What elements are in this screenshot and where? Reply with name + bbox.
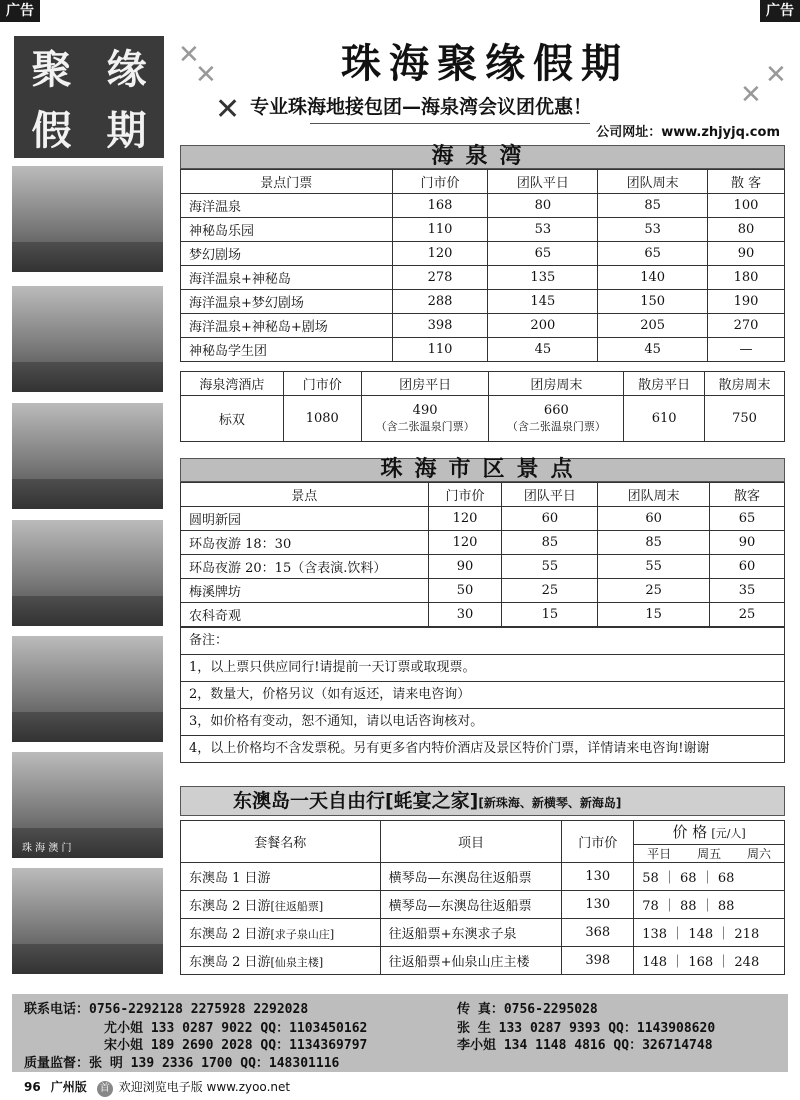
cell: 53	[488, 218, 598, 242]
column-header: 景点	[181, 483, 429, 507]
subtitle: 专业珠海地接包团—海泉湾会议团优惠！	[250, 96, 593, 118]
cell: 标双	[181, 396, 284, 442]
contact-phone: 133 0287 9393	[498, 1021, 601, 1036]
supervisor-label: 质量监督：	[24, 1056, 90, 1071]
contact-phone: 133 0287 9022	[150, 1021, 253, 1036]
package-name: 东澳岛 1 日游	[189, 871, 271, 886]
cell: 140	[598, 266, 708, 290]
price: 138	[642, 927, 668, 942]
price: 218	[734, 927, 760, 942]
contact-name: 尤小姐	[104, 1021, 144, 1036]
table-row	[181, 194, 785, 218]
cell: 梅溪牌坊	[181, 579, 429, 603]
table-row	[181, 266, 785, 290]
cell: 海洋温泉+梦幻剧场	[181, 290, 393, 314]
cell: 200	[488, 314, 598, 338]
photo-rollercoaster	[12, 286, 163, 392]
cell: 750	[705, 396, 785, 442]
cross-decoration-icon: ✕	[178, 40, 200, 70]
package-name: 东澳岛 2 日游	[189, 955, 271, 970]
column-header: 散 客	[708, 170, 785, 194]
contact-phone: 134 1148 4816	[503, 1038, 606, 1053]
contact-qq: QQ：326714748	[613, 1038, 713, 1053]
table-row	[181, 555, 785, 579]
package-name: 东澳岛 2 日游	[189, 927, 271, 942]
cell: 50	[428, 579, 502, 603]
cell: 圆明新园	[181, 507, 429, 531]
cell: 368	[562, 919, 634, 947]
cell: 120	[428, 507, 502, 531]
photo-pool	[12, 403, 163, 509]
contact-footer	[12, 994, 788, 1072]
cell: 145	[488, 290, 598, 314]
table-row	[181, 603, 785, 627]
cell: 138 ｜ 148 ｜ 218	[634, 919, 785, 947]
contact-name: 李小姐	[457, 1038, 497, 1053]
table-row	[181, 891, 785, 919]
cell: 45	[598, 338, 708, 362]
edition-label: 广州版	[50, 1080, 87, 1094]
cell: 1080	[283, 396, 361, 442]
price-sub-saturday: 周六	[747, 847, 772, 861]
column-header: 海泉湾酒店	[181, 372, 284, 396]
notes-box	[180, 627, 785, 763]
cell: 85	[502, 531, 598, 555]
cell: 130	[562, 863, 634, 891]
cell: 60	[710, 555, 785, 579]
cell: 30	[428, 603, 502, 627]
package-tag: [往返船票]	[270, 900, 324, 913]
tel-label: 联系电话：	[24, 1002, 90, 1017]
cell: 往返船票+仙泉山庄主楼	[380, 947, 562, 975]
cross-decoration-icon: ✕	[765, 60, 787, 90]
column-header: 套餐名称	[181, 821, 381, 863]
table-row	[181, 218, 785, 242]
column-header: 团队周末	[598, 483, 710, 507]
package-tag: [仙泉主楼]	[270, 956, 324, 969]
cell: 78 ｜ 88 ｜ 88	[634, 891, 785, 919]
note-item: 2，数量大，价格另议（如有返还，请来电咨询）	[181, 681, 784, 708]
table-row	[181, 919, 785, 947]
price: 168	[688, 955, 714, 970]
cell: 环岛夜游 18：30	[181, 531, 429, 555]
page-footer	[24, 1078, 290, 1097]
package-name: 东澳岛 2 日游	[189, 899, 271, 914]
city-table	[180, 482, 785, 627]
column-header: 门市价	[283, 372, 361, 396]
website: 公司网址：www.zhjyjq.com	[590, 121, 780, 140]
column-header: 散房周末	[705, 372, 785, 396]
cell: 278	[392, 266, 488, 290]
tel-numbers: 0756-2292128 2275928 2292028	[89, 1002, 309, 1017]
price-label: 价 格	[672, 823, 708, 841]
cell: —	[708, 338, 785, 362]
cell: 15	[502, 603, 598, 627]
cell: 往返船票+东澳求子泉	[380, 919, 562, 947]
cell-price: 490	[412, 403, 438, 418]
price: 58	[642, 871, 659, 886]
logo-char: 期	[106, 107, 147, 154]
column-header: 散客	[710, 483, 785, 507]
column-header-price	[634, 821, 785, 863]
supervisor-name: 张 明	[89, 1056, 123, 1071]
cell: 65	[598, 242, 708, 266]
photo-island	[12, 868, 163, 974]
cell: 60	[502, 507, 598, 531]
cell: 60	[598, 507, 710, 531]
table-row	[181, 531, 785, 555]
price: 68	[717, 871, 735, 886]
cell: 神秘岛学生团	[181, 338, 393, 362]
table-row	[181, 338, 785, 362]
cell: 农科奇观	[181, 603, 429, 627]
package-tag: [求子泉山庄]	[270, 928, 335, 941]
table-row	[181, 947, 785, 975]
price: 148	[642, 955, 668, 970]
dongao-title: 东澳岛一天自由行[蚝宴之家]	[233, 790, 479, 812]
column-header: 门市价	[562, 821, 634, 863]
cell: 135	[488, 266, 598, 290]
cell	[489, 396, 624, 442]
cell	[181, 947, 381, 975]
supervisor-phone: 139 2336 1700	[130, 1056, 233, 1071]
cell: 45	[488, 338, 598, 362]
contact-name: 张 生	[457, 1021, 491, 1036]
contact-qq: QQ：1134369797	[260, 1038, 368, 1053]
cell: 55	[598, 555, 710, 579]
price: 78	[642, 899, 659, 914]
supervisor-qq: QQ：148301116	[240, 1056, 340, 1071]
cell: 398	[392, 314, 488, 338]
photo-coast	[12, 752, 163, 858]
photo-palace	[12, 636, 163, 742]
cell: 环岛夜游 20：15（含表演.饮料）	[181, 555, 429, 579]
contact-qq: QQ：1143908620	[608, 1021, 716, 1036]
cell: 150	[598, 290, 708, 314]
ad-label-right: 广告	[760, 0, 800, 22]
cell	[361, 396, 489, 442]
column-header: 散房平日	[624, 372, 705, 396]
column-header: 团队平日	[502, 483, 598, 507]
cell: 190	[708, 290, 785, 314]
column-header: 团队平日	[488, 170, 598, 194]
cell-note: （含二张温泉门票）	[506, 420, 606, 433]
logo-char: 聚	[31, 46, 72, 93]
photo-hotel	[12, 166, 163, 272]
logo	[14, 36, 164, 158]
cell: 100	[708, 194, 785, 218]
cell: 610	[624, 396, 705, 442]
fax-label: 传 真：	[457, 1002, 504, 1017]
column-header: 门市价	[392, 170, 488, 194]
cell: 205	[598, 314, 708, 338]
cell: 横琴岛—东澳岛往返船票	[380, 863, 562, 891]
cell: 168	[392, 194, 488, 218]
cell: 55	[502, 555, 598, 579]
cell: 65	[710, 507, 785, 531]
price: 148	[688, 927, 714, 942]
cell: 25	[502, 579, 598, 603]
table-row	[181, 579, 785, 603]
table-row	[181, 507, 785, 531]
column-header: 项目	[380, 821, 562, 863]
note-item: 4，以上价格均不含发票税。另有更多省内特价酒店及景区特价门票，详情请来电咨询!谢谢	[181, 735, 784, 762]
logo-char: 假	[31, 107, 72, 154]
column-header: 团队周末	[598, 170, 708, 194]
price-sub-weekday: 平日	[647, 847, 672, 861]
cell: 横琴岛—东澳岛往返船票	[380, 891, 562, 919]
cell: 180	[708, 266, 785, 290]
price-sub-friday: 周五	[697, 847, 722, 861]
dongao-table	[180, 820, 785, 975]
cell: 398	[562, 947, 634, 975]
ad-label-left: 广告	[0, 0, 40, 22]
photo-park	[12, 520, 163, 626]
logo-char: 缘	[106, 46, 147, 93]
cell: 85	[598, 194, 708, 218]
table-row	[181, 290, 785, 314]
cell: 神秘岛乐园	[181, 218, 393, 242]
cell: 110	[392, 218, 488, 242]
cell: 海洋温泉	[181, 194, 393, 218]
section-heading-haiquanwan: 海泉湾	[180, 145, 785, 169]
cell: 148 ｜ 168 ｜ 248	[634, 947, 785, 975]
price-unit: [元/人]	[711, 827, 746, 840]
cell: 130	[562, 891, 634, 919]
price: 88	[717, 899, 735, 914]
cell: 90	[708, 242, 785, 266]
note-item: 3，如价格有变动，恕不通知，请以电话咨询核对。	[181, 708, 784, 735]
cell: 65	[488, 242, 598, 266]
contact-phone: 189 2690 2028	[150, 1038, 253, 1053]
cell: 58 ｜ 68 ｜ 68	[634, 863, 785, 891]
dongao-subtitle: [新珠海、新横琴、新海岛]	[478, 796, 622, 810]
table-row	[181, 863, 785, 891]
cell: 海洋温泉+神秘岛	[181, 266, 393, 290]
footer-text: 欢迎浏览电子版 www.zyoo.net	[118, 1080, 291, 1094]
table-row	[181, 314, 785, 338]
table-row	[181, 396, 785, 442]
cell: 25	[710, 603, 785, 627]
cell	[181, 891, 381, 919]
column-header: 团房周末	[489, 372, 624, 396]
page-title: 珠海聚缘假期	[341, 41, 629, 87]
cell: 梦幻剧场	[181, 242, 393, 266]
cell: 110	[392, 338, 488, 362]
column-header: 景点门票	[181, 170, 393, 194]
cell: 85	[598, 531, 710, 555]
cross-decoration-icon: ✕	[215, 92, 241, 127]
notes-title: 备注：	[181, 627, 784, 654]
cell: 35	[710, 579, 785, 603]
cell-note: （含二张温泉门票）	[375, 420, 475, 433]
section-heading-city: 珠海市区景点	[180, 458, 785, 482]
fax-number: 0756-2295028	[503, 1002, 598, 1017]
cross-decoration-icon: ✕	[195, 60, 217, 90]
contact-qq: QQ：1103450162	[260, 1021, 368, 1036]
cell: 80	[708, 218, 785, 242]
cell: 80	[488, 194, 598, 218]
cell: 120	[428, 531, 502, 555]
table-row	[181, 242, 785, 266]
note-item: 1，以上票只供应同行!请提前一天订票或取现票。	[181, 654, 784, 681]
cross-decoration-icon: ✕	[740, 80, 762, 110]
cell: 90	[710, 531, 785, 555]
cell: 15	[598, 603, 710, 627]
cell: 120	[392, 242, 488, 266]
cell: 288	[392, 290, 488, 314]
price: 68	[680, 871, 697, 886]
section-heading-dongao	[180, 786, 785, 816]
price: 248	[734, 955, 760, 970]
cell-price: 660	[543, 403, 569, 418]
haiquanwan-table	[180, 169, 785, 362]
hotel-table	[180, 371, 785, 442]
page-number: 96	[24, 1080, 41, 1094]
cell: 海洋温泉+神秘岛+剧场	[181, 314, 393, 338]
cell	[181, 919, 381, 947]
photo-caption: 珠 海 澳 门	[22, 843, 72, 854]
contact-name: 宋小姐	[104, 1038, 144, 1053]
cell: 25	[598, 579, 710, 603]
price: 88	[680, 899, 697, 914]
cell: 90	[428, 555, 502, 579]
column-header: 团房平日	[361, 372, 489, 396]
cell: 270	[708, 314, 785, 338]
badge-icon: 首	[97, 1081, 113, 1097]
cell	[181, 863, 381, 891]
column-header: 门市价	[428, 483, 502, 507]
cell: 53	[598, 218, 708, 242]
